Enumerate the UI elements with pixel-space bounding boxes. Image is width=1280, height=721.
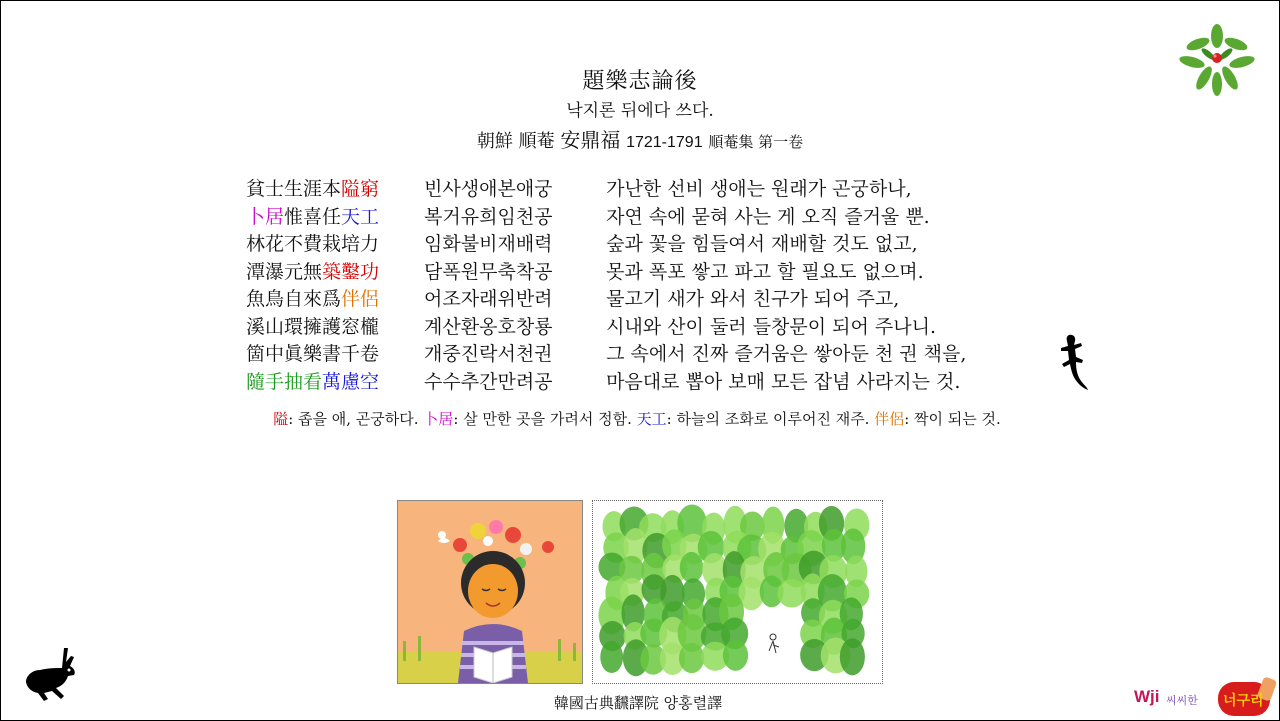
illustration-green-forest [592,500,883,684]
hanja-text: 溪山環擁護窓櫳 [246,315,380,338]
glossary-definition: : 하늘의 조화로 이루어진 재주. [666,410,875,428]
hangul-reading: 어조자래위반려 [424,288,553,310]
glossary-term: 天工 [636,410,667,428]
hanja-text: 林花不費栽培力 [246,233,380,255]
hangul-reading: 담폭원무축착공 [424,260,553,283]
author-name: 安鼎福 [560,128,621,152]
hangul-reading: 계산환옹호창룡 [424,315,553,338]
translation: 시내와 산이 둘러 들창문이 되어 주나니. [606,315,936,338]
hanja-text: 隨手抽看萬慮空 [246,370,380,393]
hanja-text: 潭瀑元無築鑿功 [246,260,380,283]
hanja-text: 貧士生涯本隘窮 [246,178,380,200]
author-years: 1721-1791 [626,134,703,151]
poem-line [246,341,966,369]
credit-text: 韓國古典飜譯院 양홍렬譯 [553,694,723,712]
hangul-reading: 수수추간만려공 [424,370,553,393]
brand-logo [1134,676,1276,720]
hangul-reading: 개중진락서천권 [424,343,553,365]
poem-line [246,259,966,287]
translation: 가난한 선비 생애는 원래가 곤궁하나, [606,178,912,200]
translation: 숲과 꽃을 힘들여서 재배할 것도 없고, [606,233,918,255]
translation: 자연 속에 묻혀 사는 게 오직 즐거울 뿐. [606,205,930,228]
glossary-term: 卜居 [423,410,454,428]
hanja-text: 魚鳥自來爲伴侶 [246,288,380,310]
author-source: 順菴集 第一卷 [708,133,804,151]
poem-author [0,124,1280,153]
glossary [0,408,1274,429]
poem-line [246,204,966,232]
hangul-reading: 빈사생애본애궁 [424,178,553,200]
hanja-text: 卜居惟喜任天工 [246,205,380,228]
author-prefix: 朝鮮 順菴 [476,131,555,152]
translation: 물고기 새가 와서 친구가 되어 주고, [606,288,900,310]
translation: 마음대로 뽑아 보매 모든 잡념 사라지는 것. [606,370,961,393]
translation: 그 속에서 진짜 즐거움은 쌓아둔 천 권 책을, [606,343,967,365]
lizard-icon [1054,333,1090,391]
hangul-reading: 임화불비재배력 [424,233,553,255]
poem-title: 題樂志論後 [582,69,698,94]
illustration-girl-reading [397,500,583,684]
logo-mark: Wji [1134,687,1160,706]
poem-line [246,231,966,259]
glossary-definition: : 좁을 애, 곤궁하다. [288,410,424,428]
rabbit-icon [24,646,80,704]
hanja-text: 箇中眞樂書千卷 [246,343,380,365]
poem-line [246,369,966,397]
poem-line [246,176,966,204]
glossary-term: 隘 [273,410,289,428]
logo-text: 씨씨한 [1166,694,1198,707]
poem-line [246,286,966,314]
logo-badge-text: 너구리 [1223,693,1264,709]
hangul-reading: 복거유희임천공 [424,205,553,228]
poem-body [246,176,966,396]
poem-line [246,314,966,342]
glossary-definition: : 짝이 되는 것. [904,410,1001,428]
glossary-definition: : 살 만한 곳을 가려서 정함. [453,410,637,428]
glossary-term: 伴侶 [874,410,905,428]
poem-subtitle: 낙지론 뒤에다 쓰다. [566,101,714,121]
translation: 못과 폭포 쌓고 파고 할 필요도 없으며. [606,260,924,283]
